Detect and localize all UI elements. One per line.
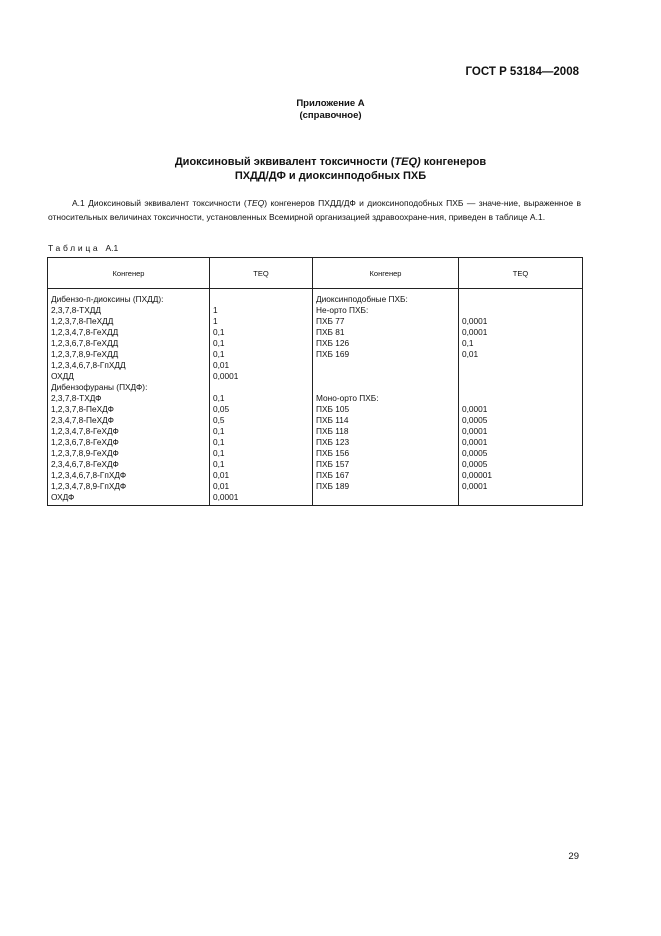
cell-teq-right: 0,0001 <box>459 316 583 327</box>
table-row <box>48 338 583 349</box>
cell-congener-left: 1,2,3,6,7,8-ГеХДД <box>48 338 210 349</box>
table-row <box>48 492 583 506</box>
cell-congener-left: ОХДФ <box>48 492 210 506</box>
appendix-subtitle: (справочное) <box>299 110 362 121</box>
table-row <box>48 327 583 338</box>
table-row <box>48 470 583 481</box>
cell-teq-right <box>459 289 583 306</box>
cell-teq-right: 0,0001 <box>459 426 583 437</box>
cell-congener-left: 2,3,4,6,7,8-ГеХДФ <box>48 459 210 470</box>
table-row <box>48 382 583 393</box>
section-heading <box>0 155 661 183</box>
table-row <box>48 404 583 415</box>
cell-congener-right: ПХБ 81 <box>313 327 459 338</box>
cell-teq-left: 0,1 <box>210 448 313 459</box>
cell-congener-right: Диоксинподобные ПХБ: <box>313 289 459 306</box>
paragraph-pre: А.1 Диоксиновый эквивалент токсичности ( <box>72 198 247 208</box>
cell-teq-right: 0,0005 <box>459 448 583 459</box>
cell-teq-left: 0,01 <box>210 360 313 371</box>
cell-teq-right: 0,0001 <box>459 327 583 338</box>
cell-teq-left: 0,5 <box>210 415 313 426</box>
cell-congener-left: 1,2,3,4,6,7,8-ГпХДД <box>48 360 210 371</box>
cell-congener-left: 1,2,3,4,6,7,8-ГпХДФ <box>48 470 210 481</box>
cell-congener-right: Моно-орто ПХБ: <box>313 393 459 404</box>
header-teq-right: TEQ <box>459 258 583 289</box>
heading-line-2: ПХДД/ДФ и диоксинподобных ПХБ <box>234 170 427 182</box>
appendix-title: Приложение А <box>296 98 365 109</box>
table-caption-word: Таблица <box>48 243 101 253</box>
cell-teq-left <box>210 382 313 393</box>
table-row <box>48 415 583 426</box>
cell-teq-left: 0,1 <box>210 426 313 437</box>
table-header-row <box>48 258 583 289</box>
standard-code: ГОСТ Р 53184—2008 <box>465 66 579 78</box>
cell-teq-right <box>459 492 583 506</box>
cell-congener-right: ПХБ 167 <box>313 470 459 481</box>
cell-teq-right: 0,0005 <box>459 459 583 470</box>
cell-congener-left: 1,2,3,7,8,9-ГеХДД <box>48 349 210 360</box>
cell-congener-left: 1,2,3,7,8-ПеХДФ <box>48 404 210 415</box>
cell-teq-right <box>459 371 583 382</box>
cell-congener-left: 1,2,3,4,7,8-ГеХДД <box>48 327 210 338</box>
cell-congener-right: ПХБ 114 <box>313 415 459 426</box>
table-row <box>48 371 583 382</box>
cell-congener-left: 1,2,3,7,8-ПеХДД <box>48 316 210 327</box>
cell-teq-left: 0,0001 <box>210 492 313 506</box>
appendix-block <box>0 98 661 122</box>
cell-teq-right <box>459 393 583 404</box>
cell-teq-left: 0,1 <box>210 393 313 404</box>
header-teq-left: TEQ <box>210 258 313 289</box>
cell-congener-right <box>313 492 459 506</box>
table-caption <box>48 243 118 253</box>
header-congener-right: Конгенер <box>313 258 459 289</box>
cell-congener-left: 1,2,3,4,7,8,9-ГпХДФ <box>48 481 210 492</box>
page-number: 29 <box>568 851 579 862</box>
cell-congener-left: 1,2,3,6,7,8-ГеХДФ <box>48 437 210 448</box>
table-row <box>48 349 583 360</box>
cell-teq-right <box>459 360 583 371</box>
cell-teq-right: 0,0001 <box>459 437 583 448</box>
cell-teq-right: 0,01 <box>459 349 583 360</box>
cell-congener-right <box>313 382 459 393</box>
cell-teq-left: 0,1 <box>210 338 313 349</box>
cell-teq-right: 0,1 <box>459 338 583 349</box>
cell-congener-right: ПХБ 77 <box>313 316 459 327</box>
cell-teq-right: 0,0001 <box>459 404 583 415</box>
cell-congener-right: ПХБ 156 <box>313 448 459 459</box>
cell-teq-left: 0,05 <box>210 404 313 415</box>
table-row <box>48 316 583 327</box>
cell-congener-right: ПХБ 189 <box>313 481 459 492</box>
teq-table <box>47 257 583 506</box>
cell-teq-left: 0,01 <box>210 470 313 481</box>
cell-teq-left: 0,1 <box>210 349 313 360</box>
cell-teq-left: 0,1 <box>210 459 313 470</box>
cell-congener-left: 2,3,7,8-ТХДФ <box>48 393 210 404</box>
cell-congener-right: ПХБ 123 <box>313 437 459 448</box>
header-congener-left: Конгенер <box>48 258 210 289</box>
cell-teq-right <box>459 305 583 316</box>
cell-teq-right: 0,00001 <box>459 470 583 481</box>
paragraph-abbr: TEQ <box>246 198 265 208</box>
cell-congener-right: Не-орто ПХБ: <box>313 305 459 316</box>
cell-teq-left <box>210 289 313 306</box>
table-body <box>48 289 583 506</box>
cell-teq-right: 0,0001 <box>459 481 583 492</box>
cell-teq-left: 1 <box>210 316 313 327</box>
table-row <box>48 437 583 448</box>
table-row <box>48 459 583 470</box>
table-caption-number: А.1 <box>105 243 119 253</box>
paragraph-post: ) конгенеров ПХДД/ДФ и диоксиноподобных ПХБ — значе-ние, выраженное в относительных величинах токсичности, установленных Всемирной организацией здравоохране-ния, приведен в таблице А.1. <box>48 198 581 222</box>
cell-congener-left: Дибензофураны (ПХДФ): <box>48 382 210 393</box>
table-row <box>48 360 583 371</box>
heading-line-1-post: конгенеров <box>420 156 487 168</box>
cell-teq-left: 0,01 <box>210 481 313 492</box>
cell-congener-left: 1,2,3,4,7,8-ГеХДФ <box>48 426 210 437</box>
table-row <box>48 481 583 492</box>
table-row <box>48 426 583 437</box>
cell-congener-right <box>313 371 459 382</box>
table-row <box>48 448 583 459</box>
cell-teq-left: 0,0001 <box>210 371 313 382</box>
cell-teq-left: 0,1 <box>210 327 313 338</box>
heading-line-1-pre: Диоксиновый эквивалент токсичности ( <box>174 156 395 168</box>
cell-congener-right: ПХБ 126 <box>313 338 459 349</box>
heading-line-1 <box>0 155 661 169</box>
cell-teq-right <box>459 382 583 393</box>
cell-congener-right: ПХБ 118 <box>313 426 459 437</box>
cell-congener-left: Дибензо-п-диоксины (ПХДД): <box>48 289 210 306</box>
body-paragraph <box>48 197 581 224</box>
table-row <box>48 393 583 404</box>
table-row <box>48 305 583 316</box>
cell-congener-right: ПХБ 169 <box>313 349 459 360</box>
cell-teq-left: 0,1 <box>210 437 313 448</box>
cell-teq-left: 1 <box>210 305 313 316</box>
cell-teq-right: 0,0005 <box>459 415 583 426</box>
heading-abbr: TEQ) <box>394 156 421 168</box>
cell-congener-left: ОХДД <box>48 371 210 382</box>
cell-congener-right: ПХБ 105 <box>313 404 459 415</box>
cell-congener-right: ПХБ 157 <box>313 459 459 470</box>
cell-congener-left: 2,3,7,8-ТХДД <box>48 305 210 316</box>
cell-congener-left: 1,2,3,7,8,9-ГеХДФ <box>48 448 210 459</box>
table-row <box>48 289 583 306</box>
cell-congener-left: 2,3,4,7,8-ПеХДФ <box>48 415 210 426</box>
cell-congener-right <box>313 360 459 371</box>
